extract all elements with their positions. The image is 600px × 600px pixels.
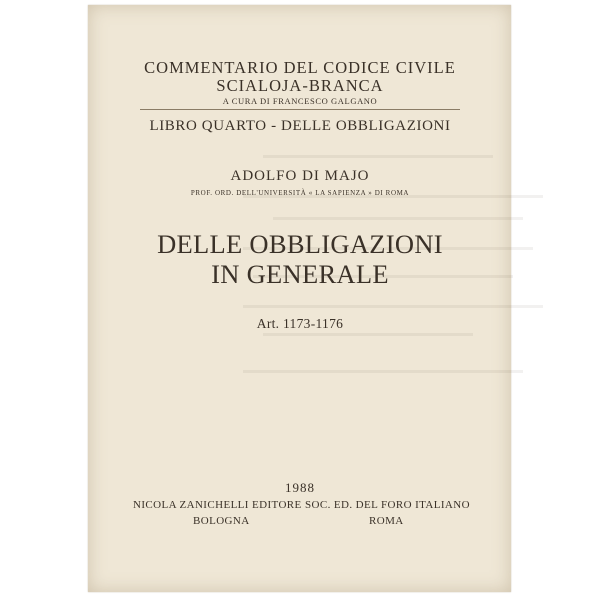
author-name: ADOLFO DI MAJO bbox=[230, 168, 370, 184]
publication-year: 1988 bbox=[285, 480, 315, 495]
series-subtitle: SCIALOJA-BRANCA bbox=[216, 76, 384, 95]
main-title-line-2: IN GENERALE bbox=[211, 259, 389, 289]
publisher-2: SOC. ED. DEL FORO ITALIANO bbox=[305, 499, 470, 511]
main-title-line-1: DELLE OBBLIGAZIONI bbox=[157, 229, 443, 259]
header-divider bbox=[140, 109, 460, 110]
editor-credit: A CURA DI FRANCESCO GALGANO bbox=[222, 96, 378, 106]
article-range: Art. 1173-1176 bbox=[256, 316, 344, 331]
series-title: COMMENTARIO DEL CODICE CIVILE bbox=[144, 58, 456, 77]
publisher-2-city: ROMA bbox=[369, 515, 404, 527]
publisher-1-city: BOLOGNA bbox=[193, 515, 250, 527]
author-affiliation: PROF. ORD. DELL'UNIVERSITÀ « LA SAPIENZA » DI ROMA bbox=[190, 189, 410, 197]
book-part: LIBRO QUARTO - DELLE OBBLIGAZIONI bbox=[149, 118, 451, 134]
publisher-1: NICOLA ZANICHELLI EDITORE bbox=[133, 499, 302, 511]
